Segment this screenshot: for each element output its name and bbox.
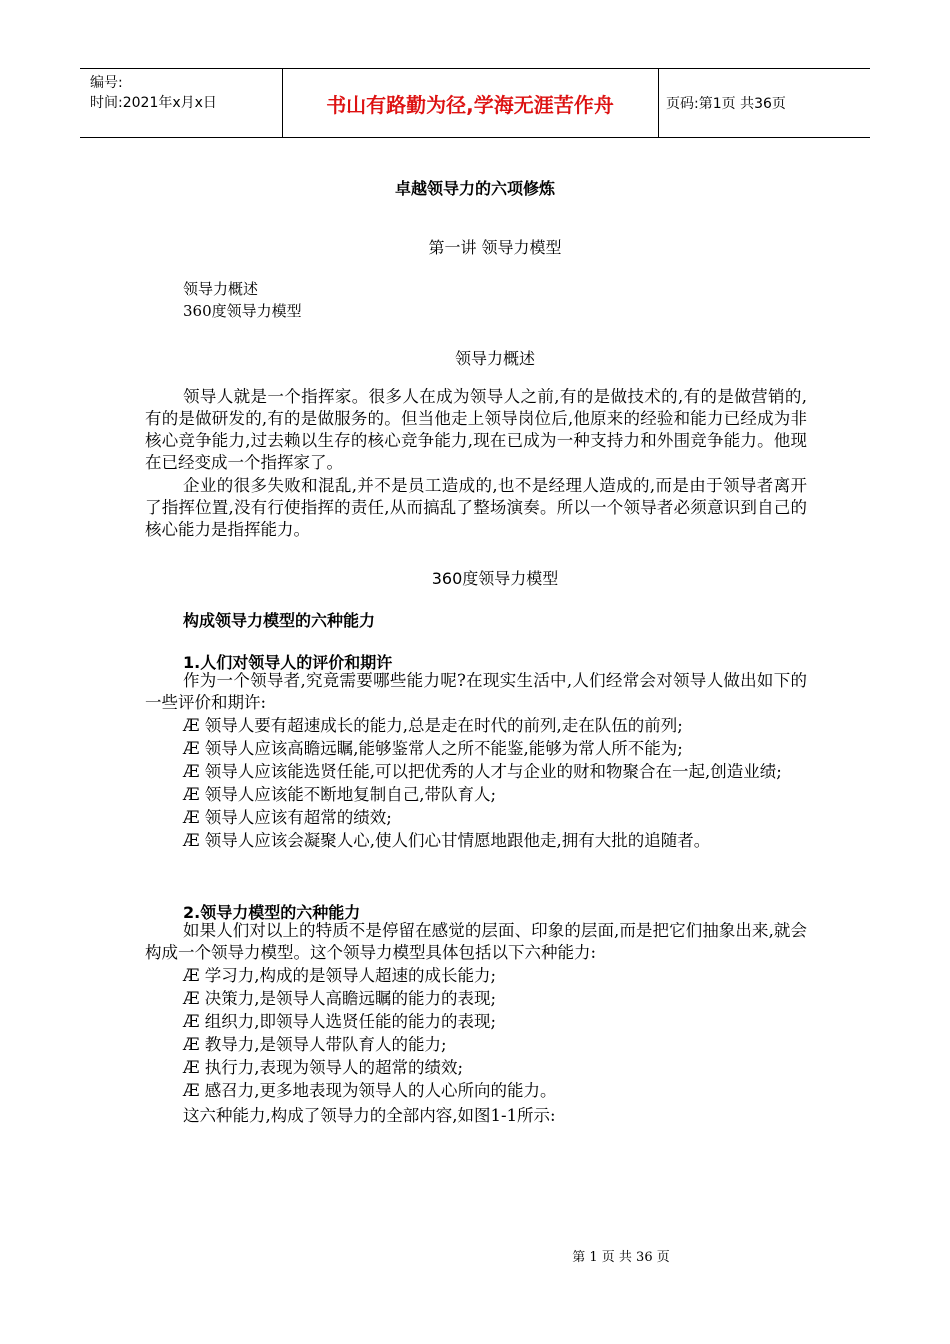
time-label: 时间:2021年x月x日 (90, 95, 217, 111)
subsection-heading: 1.人们对领导人的评价和期许 (183, 653, 393, 672)
page-header (80, 68, 870, 138)
paragraph: 如果人们对以上的特质不是停留在感觉的层面、印象的层面,而是把它们抽象出来,就会构成一个领导力模型。这个领导力模型具体包括以下六种能力: (145, 921, 807, 962)
section-title: 领导力概述 (454, 349, 535, 368)
paragraph: 领导人就是一个指挥家。很多人在成为领导人之前,有的是做技术的,有的是做营销的,有的是做研发的,有的是做服务的。但当他走上领导岗位后,他原来的经验和能力已经成为非核心竞争能力,过去赖以生存的核心竞争能力,现在已成为一种支持力和外围竞争能力。他现在已经变成一个指挥家了。 (145, 387, 807, 472)
list-item: Æ 学习力,构成的是领导人超速的成长能力; (183, 966, 497, 985)
lecture-title: 第一讲 领导力模型 (428, 238, 562, 257)
paragraph: 作为一个领导者,究竟需要哪些能力呢?在现实生活中,人们经常会对领导人做出如下的一些评价和期许: (145, 671, 807, 712)
section-title: 360度领导力模型 (431, 569, 559, 588)
list-item: Æ 领导人应该会凝聚人心,使人们心甘情愿地跟他走,拥有大批的追随者。 (183, 831, 711, 850)
subsection-heading: 2.领导力模型的六种能力 (183, 903, 361, 922)
subsection-heading: 构成领导力模型的六种能力 (183, 611, 376, 630)
table-of-contents (183, 278, 302, 322)
header-motto: 书山有路勤为径,学海无涯苦作舟 (326, 92, 614, 117)
list-item: Æ 领导人应该能不断地复制自己,带队育人; (183, 785, 497, 804)
list-item: Æ 领导人应该能选贤任能,可以把优秀的人才与企业的财和物聚合在一起,创造业绩; (183, 762, 782, 781)
header-meta (90, 73, 217, 113)
list-item: Æ 执行力,表现为领导人的超常的绩效; (183, 1058, 464, 1077)
paragraph: 企业的很多失败和混乱,并不是员工造成的,也不是经理人造成的,而是由于领导者离开了指挥位置,没有行使指挥的责任,从而搞乱了整场演奏。所以一个领导者必须意识到自己的核心能力是指挥能力。 (145, 476, 807, 539)
list-item: Æ 教导力,是领导人带队育人的能力; (183, 1035, 447, 1054)
list-item: Æ 决策力,是领导人高瞻远瞩的能力的表现; (183, 989, 497, 1008)
list-item: Æ 领导人应该高瞻远瞩,能够鉴常人之所不能鉴,能够为常人所不能为; (183, 739, 683, 758)
list-item: Æ 感召力,更多地表现为领导人的人心所向的能力。 (183, 1081, 557, 1100)
bullet-list (145, 964, 807, 1102)
document-title: 卓越领导力的六项修炼 (394, 179, 555, 198)
number-label: 编号: (90, 75, 123, 91)
toc-item: 领导力概述 (183, 280, 259, 298)
header-divider (658, 69, 659, 137)
bullet-list (145, 714, 807, 852)
list-item: Æ 组织力,即领导人选贤任能的能力的表现; (183, 1012, 497, 1031)
list-item: Æ 领导人应该有超常的绩效; (183, 808, 392, 827)
paragraph: 这六种能力,构成了领导力的全部内容,如图1-1所示: (183, 1106, 556, 1125)
list-item: Æ 领导人要有超速成长的能力,总是走在时代的前列,走在队伍的前列; (183, 716, 683, 735)
header-page-info: 页码:第1页 共36页 (666, 96, 786, 112)
toc-item: 360度领导力模型 (183, 302, 302, 320)
page-footer: 第 1 页 共 36 页 (572, 1250, 670, 1265)
